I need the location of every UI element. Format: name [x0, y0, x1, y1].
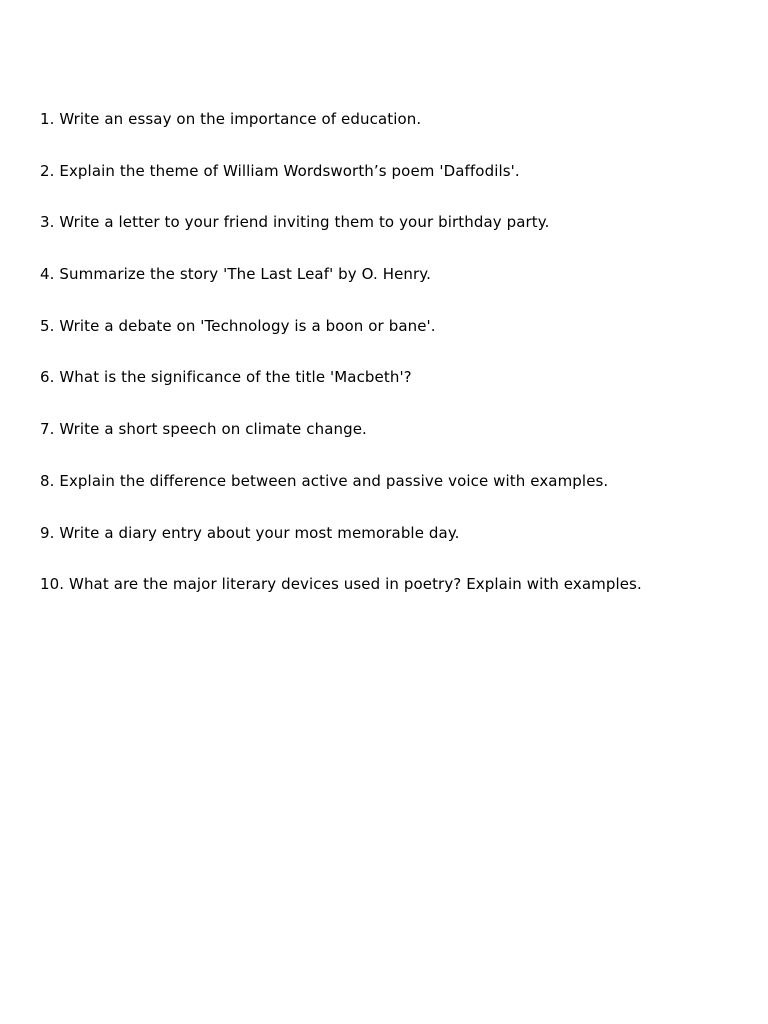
question-item-8: 8. Explain the difference between active and passive voice with examples.: [40, 471, 609, 490]
question-list: [40, 109, 740, 626]
question-item-5: 5. Write a debate on 'Technology is a boon or bane'.: [40, 316, 436, 335]
question-item-3: 3. Write a letter to your friend inviting them to your birthday party.: [40, 213, 550, 232]
question-item-7: 7. Write a short speech on climate change.: [40, 420, 367, 439]
question-item-1: 1. Write an essay on the importance of education.: [40, 110, 422, 128]
question-item-4: 4. Summarize the story 'The Last Leaf' by O. Henry.: [40, 265, 431, 284]
question-item-10: 10. What are the major literary devices used in poetry? Explain with examples.: [40, 575, 642, 594]
question-item-6: 6. What is the significance of the title 'Macbeth'?: [40, 368, 412, 387]
question-item-2: 2. Explain the theme of William Wordsworth’s poem 'Daffodils'.: [40, 161, 520, 180]
question-item-9: 9. Write a diary entry about your most memorable day.: [40, 523, 460, 542]
